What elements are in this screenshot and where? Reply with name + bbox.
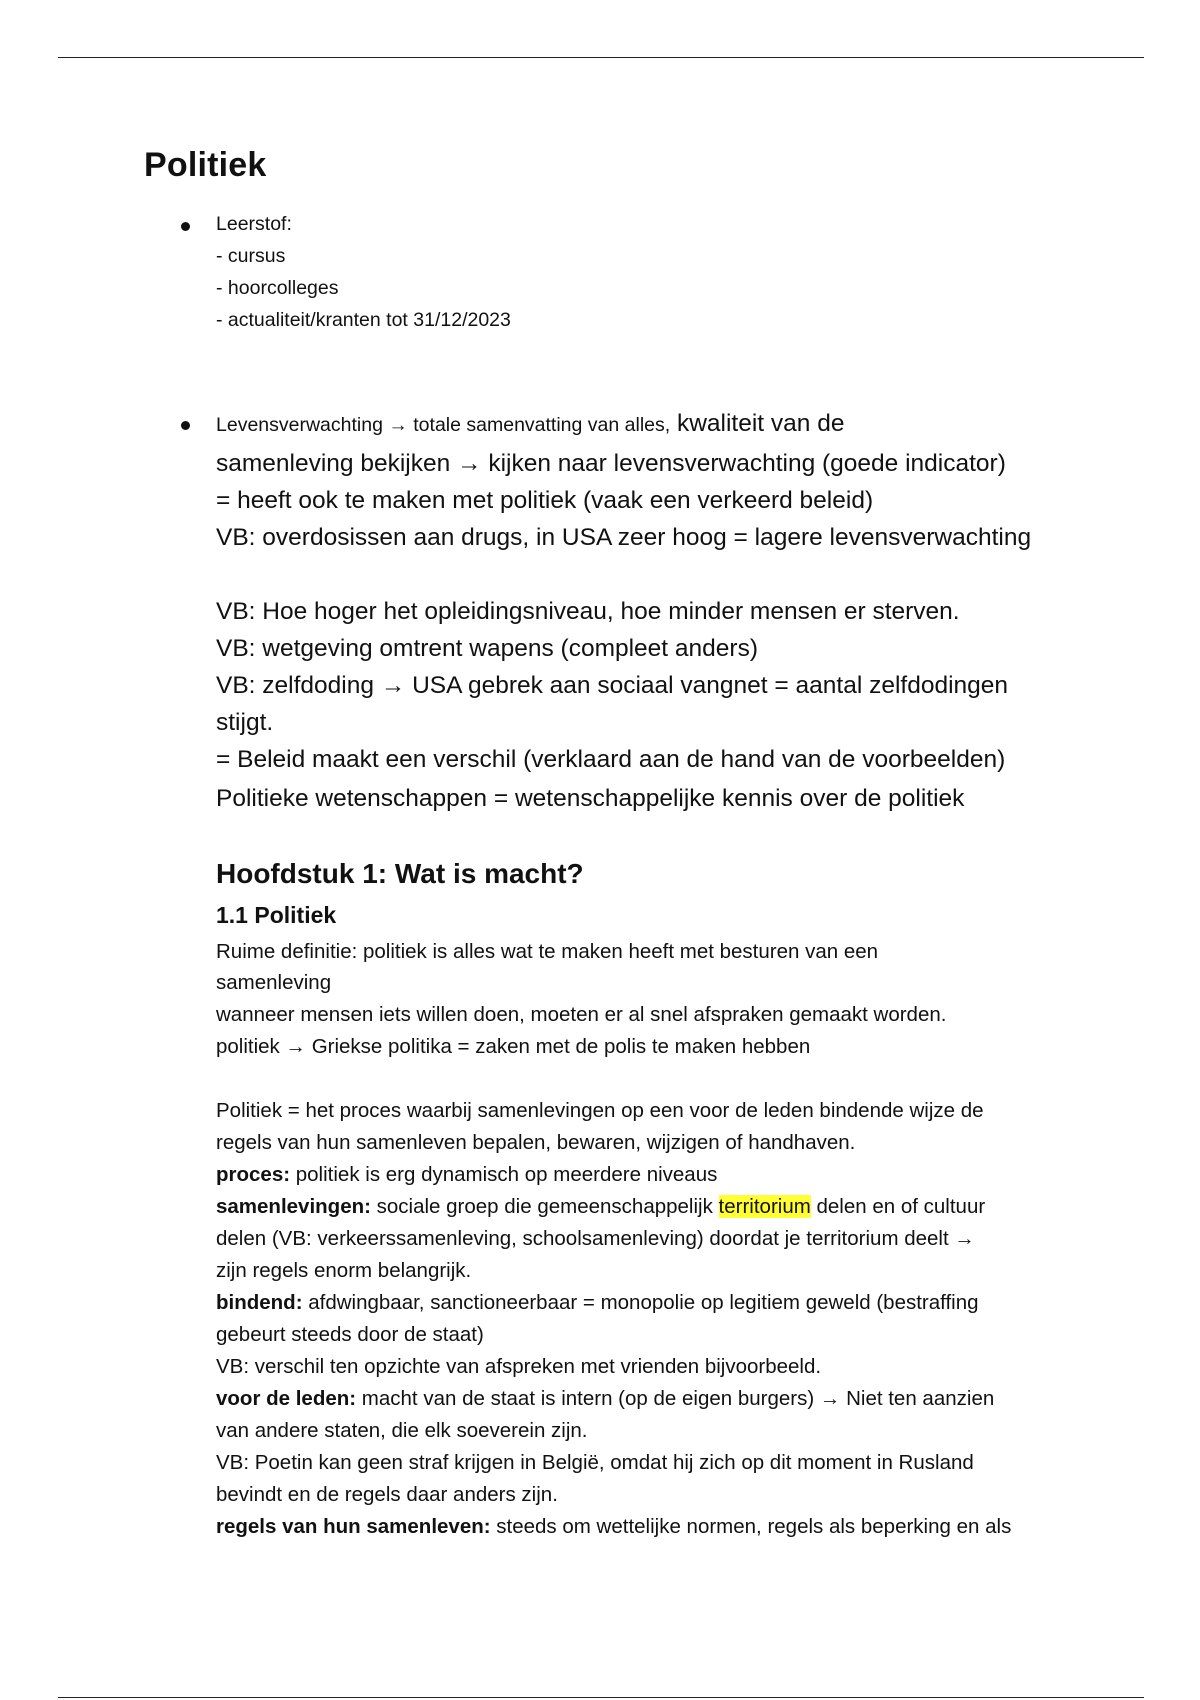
chapter-line: zijn regels enorm belangrijk. xyxy=(216,1259,472,1282)
term: samenlevingen: xyxy=(216,1195,371,1218)
definition-regels xyxy=(216,1515,1011,1539)
bullet-icon xyxy=(181,421,190,430)
definition-bindend xyxy=(216,1291,979,1315)
leerstof-heading: Leerstof: xyxy=(216,213,292,235)
chapter-line: Ruime definitie: politiek is alles wat te maken heeft met besturen van een xyxy=(216,940,879,963)
section-title: 1.1 Politiek xyxy=(216,902,337,928)
chapter-line: bevindt en de regels daar anders zijn. xyxy=(216,1483,558,1506)
chapter-line: Politiek = het proces waarbij samenlevingen op een voor de leden bindende wijze de xyxy=(216,1099,984,1122)
levens-line: stijgt. xyxy=(216,709,274,736)
term-text: sociale groep die gemeenschappelijk xyxy=(370,1195,719,1218)
leerstof-item: - cursus xyxy=(216,245,286,267)
chapter-line: regels van hun samenleven bepalen, bewaren, wijzigen of handhaven. xyxy=(216,1131,856,1154)
leerstof-item: - actualiteit/kranten tot 31/12/2023 xyxy=(216,309,511,331)
levens-line: samenleving bekijken → kijken naar levensverwachting (goede indicator) xyxy=(216,450,1006,477)
leerstof-item: - hoorcolleges xyxy=(216,277,339,299)
chapter-line: delen (VB: verkeerssamenleving, schoolsamenleving) doordat je territorium deelt → xyxy=(216,1227,975,1250)
chapter-line: politiek → Griekse politika = zaken met de polis te maken hebben xyxy=(216,1035,811,1058)
definition-samenlevingen xyxy=(216,1195,985,1219)
definition-proces xyxy=(216,1163,717,1187)
levens-line: VB: Hoe hoger het opleidingsniveau, hoe minder mensen er sterven. xyxy=(216,598,960,625)
term-text: afdwingbaar, sanctioneerbaar = monopolie op legitiem geweld (bestraffing xyxy=(302,1291,979,1314)
term: bindend: xyxy=(216,1291,303,1314)
highlighted-word: territorium xyxy=(718,1195,811,1218)
term: regels van hun samenleven: xyxy=(216,1515,491,1538)
levens-line: = Beleid maakt een verschil (verklaard aan de hand van de voorbeelden) xyxy=(216,746,1006,773)
chapter-line: samenleving xyxy=(216,971,332,994)
page-title: Politiek xyxy=(144,146,267,184)
levens-line: = heeft ook te maken met politiek (vaak een verkeerd beleid) xyxy=(216,487,874,514)
chapter-line: van andere staten, die elk soeverein zijn. xyxy=(216,1419,588,1442)
chapter-line: VB: verschil ten opzichte van afspreken met vrienden bijvoorbeeld. xyxy=(216,1355,822,1378)
bullet-icon xyxy=(181,222,190,231)
levens-line: VB: wetgeving omtrent wapens (compleet anders) xyxy=(216,635,758,662)
term: proces: xyxy=(216,1163,291,1186)
footer-rule xyxy=(58,1697,1144,1698)
levens-lead xyxy=(216,410,844,438)
levens-lead-small: Levensverwachting → totale samenvatting van alles, xyxy=(216,414,671,436)
chapter-line: VB: Poetin kan geen straf krijgen in België, omdat hij zich op dit moment in Rusland xyxy=(216,1451,974,1474)
chapter-line: gebeurt steeds door de staat) xyxy=(216,1323,484,1346)
chapter-title: Hoofdstuk 1: Wat is macht? xyxy=(216,858,584,889)
levens-lead-large: kwaliteit van de xyxy=(670,410,845,437)
header-rule xyxy=(58,57,1144,58)
term-text: steeds om wettelijke normen, regels als beperking en als xyxy=(490,1515,1012,1538)
chapter-line: wanneer mensen iets willen doen, moeten er al snel afspraken gemaakt worden. xyxy=(216,1003,947,1026)
term-text: delen en of cultuur xyxy=(810,1195,986,1218)
levens-line: VB: overdosissen aan drugs, in USA zeer hoog = lagere levensverwachting xyxy=(216,524,1032,551)
term-text: macht van de staat is intern (op de eigen burgers) → Niet ten aanzien xyxy=(356,1387,995,1410)
term-text: politiek is erg dynamisch op meerdere niveaus xyxy=(290,1163,718,1186)
definition-voor-de-leden xyxy=(216,1387,994,1411)
term: voor de leden: xyxy=(216,1387,357,1410)
levens-line: Politieke wetenschappen = wetenschappelijke kennis over de politiek xyxy=(216,785,965,812)
levens-line: VB: zelfdoding → USA gebrek aan sociaal vangnet = aantal zelfdodingen xyxy=(216,672,1009,699)
